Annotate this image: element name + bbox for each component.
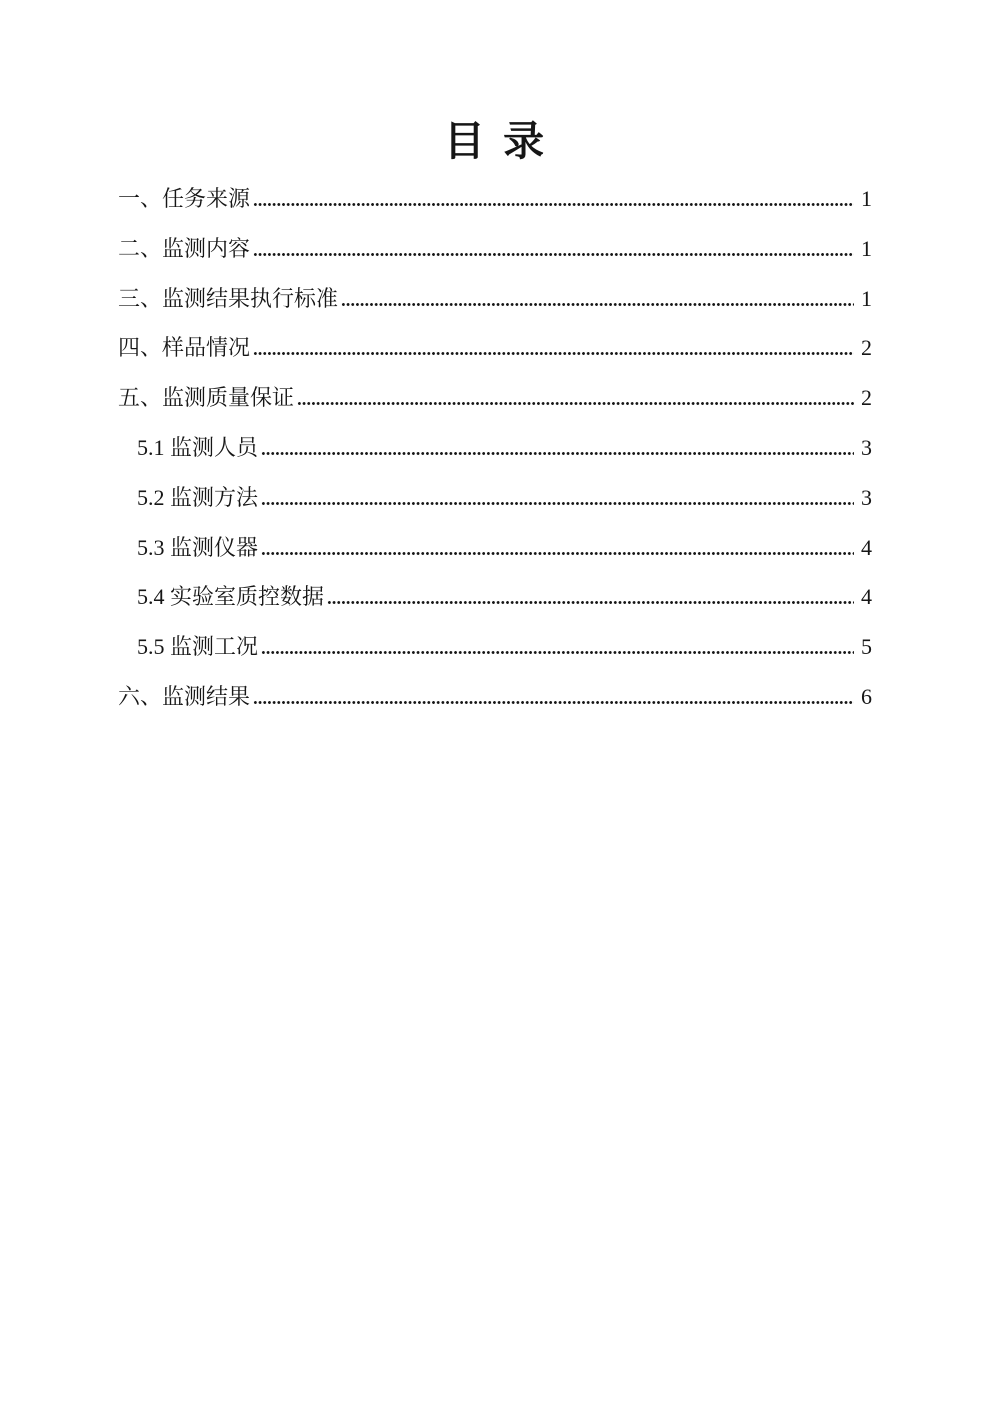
toc-entry-label: 5.2 监测方法	[137, 484, 259, 510]
table-of-contents	[118, 174, 872, 722]
toc-dot-leader	[261, 650, 854, 655]
toc-dot-leader	[261, 551, 854, 556]
toc-entry-page: 4	[861, 534, 872, 560]
toc-entry-page: 5	[861, 634, 872, 660]
toc-entry[interactable]	[118, 323, 872, 373]
toc-entry[interactable]	[118, 423, 872, 473]
toc-entry-page: 3	[861, 484, 872, 510]
toc-dot-leader	[253, 351, 854, 356]
toc-entry-page: 4	[861, 584, 872, 610]
toc-entry-label: 5.5 监测工况	[137, 634, 259, 660]
toc-dot-leader	[253, 700, 854, 705]
toc-entry-page: 1	[861, 235, 872, 261]
toc-dot-leader	[261, 451, 854, 456]
toc-entry-label: 5.4 实验室质控数据	[137, 584, 325, 610]
toc-entry-page: 2	[861, 385, 872, 411]
toc-entry-label: 5.1 监测人员	[137, 434, 259, 460]
toc-entry-label: 二、监测内容	[118, 235, 251, 261]
toc-entry-label: 5.3 监测仪器	[137, 534, 259, 560]
toc-entry-label: 四、样品情况	[118, 335, 251, 361]
toc-entry[interactable]	[118, 224, 872, 274]
toc-entry[interactable]	[118, 672, 872, 722]
toc-dot-leader	[261, 501, 854, 506]
toc-entry[interactable]	[118, 622, 872, 672]
toc-entry-label: 六、监测结果	[118, 683, 251, 709]
toc-entry-label: 一、任务来源	[118, 186, 251, 211]
toc-dot-leader	[253, 202, 854, 207]
toc-dot-leader	[341, 302, 854, 307]
toc-entry[interactable]	[118, 572, 872, 622]
page-title: 目 录	[443, 118, 549, 164]
toc-dot-leader	[297, 401, 854, 406]
toc-entry-page: 1	[861, 186, 872, 211]
toc-dot-leader	[253, 252, 854, 257]
toc-entry-page: 2	[861, 335, 872, 361]
toc-entry-label: 五、监测质量保证	[118, 385, 295, 411]
toc-dot-leader	[327, 600, 854, 605]
toc-entry-page: 6	[861, 683, 872, 709]
toc-entry[interactable]	[118, 373, 872, 423]
toc-entry[interactable]	[118, 473, 872, 523]
toc-entry-page: 1	[861, 285, 872, 311]
toc-entry[interactable]	[118, 523, 872, 573]
toc-entry[interactable]	[118, 274, 872, 324]
toc-entry[interactable]	[118, 174, 872, 224]
toc-entry-page: 3	[861, 434, 872, 460]
toc-entry-label: 三、监测结果执行标准	[118, 285, 339, 311]
